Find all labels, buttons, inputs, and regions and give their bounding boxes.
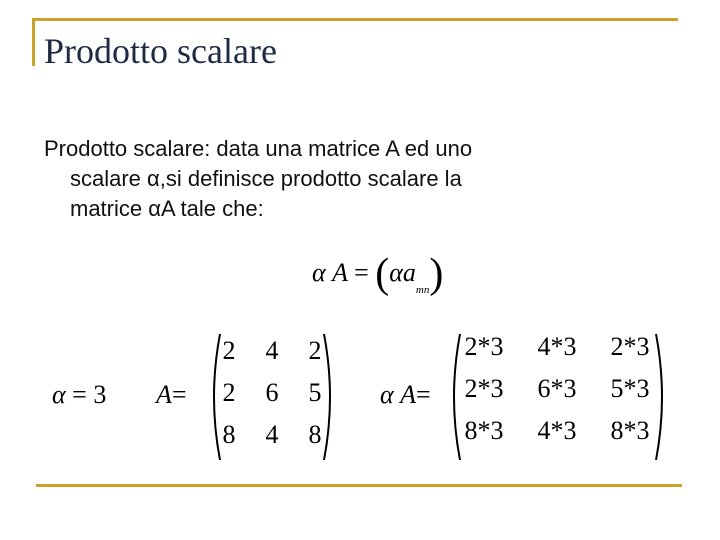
matrix-a-cell-2-1: 4 — [265, 420, 279, 449]
matrix-a-cell-2-2: 8 — [308, 420, 322, 449]
alpha-symbol: α — [52, 380, 66, 409]
frame-top-line — [32, 18, 678, 21]
frame-left-line — [32, 18, 35, 66]
matrix-a-letter: A — [156, 380, 172, 409]
matrix-a-cell-1-1: 6 — [265, 378, 279, 407]
alpha-value-formula — [52, 380, 106, 410]
def-alpha: α — [312, 258, 326, 287]
matrix-a-cell-1-2: 5 — [308, 378, 322, 407]
matrix-alphaa-alpha: α — [380, 380, 394, 409]
matrix-alphaa-cell-0-1: 4*3 — [537, 332, 577, 361]
matrix-alphaa-cell-2-0: 8*3 — [464, 416, 504, 445]
slide-title: Prodotto scalare — [44, 31, 277, 71]
matrix-a-cell-1-0: 2 — [222, 378, 236, 407]
matrix-a-label — [156, 380, 187, 410]
matrix-alphaa-cell-0-0: 2*3 — [464, 332, 504, 361]
def-subscript: mn — [415, 284, 430, 296]
matrix-a-cell-2-0: 8 — [222, 420, 236, 449]
alpha-equals: = — [72, 380, 87, 409]
def-right-paren: ) — [429, 251, 444, 297]
matrix-alphaa-cell-0-2: 2*3 — [610, 332, 650, 361]
matrix-alphaa-grid — [448, 326, 666, 452]
def-equals: = — [354, 258, 369, 287]
matrix-alphaa-letter: A — [400, 380, 417, 409]
def-a: a — [402, 258, 416, 287]
matrix-a-cell-0-2: 2 — [308, 336, 322, 365]
matrix-alphaa-cell-1-2: 5*3 — [610, 374, 650, 403]
matrix-a-equals: = — [171, 380, 187, 409]
matrix-alphaa-cell-2-2: 8*3 — [610, 416, 650, 445]
def-left-paren: ( — [375, 251, 390, 297]
matrix-alphaa-cell-1-0: 2*3 — [464, 374, 504, 403]
matrix-alphaa-cell-1-1: 6*3 — [537, 374, 577, 403]
matrix-alphaa-label — [380, 380, 431, 410]
body-line-1: Prodotto scalare: data una matrice A ed uno — [44, 136, 473, 161]
def-A: A — [332, 258, 348, 287]
matrix-alphaa-equals: = — [416, 380, 431, 409]
body-line-3: matrice αA tale che: — [70, 196, 264, 221]
matrix-alphaa-cell-2-1: 4*3 — [537, 416, 577, 445]
frame-bottom-line — [36, 484, 682, 487]
alpha-number: 3 — [93, 380, 107, 409]
definition-formula — [312, 250, 443, 298]
matrix-a-grid — [208, 330, 336, 456]
slide-body — [44, 134, 604, 224]
body-line-2: scalare α,si definisce prodotto scalare la — [70, 166, 462, 191]
matrix-a-cell-0-0: 2 — [222, 336, 236, 365]
matrix-a-cell-0-1: 4 — [265, 336, 279, 365]
def-alpha-2: α — [389, 258, 403, 287]
